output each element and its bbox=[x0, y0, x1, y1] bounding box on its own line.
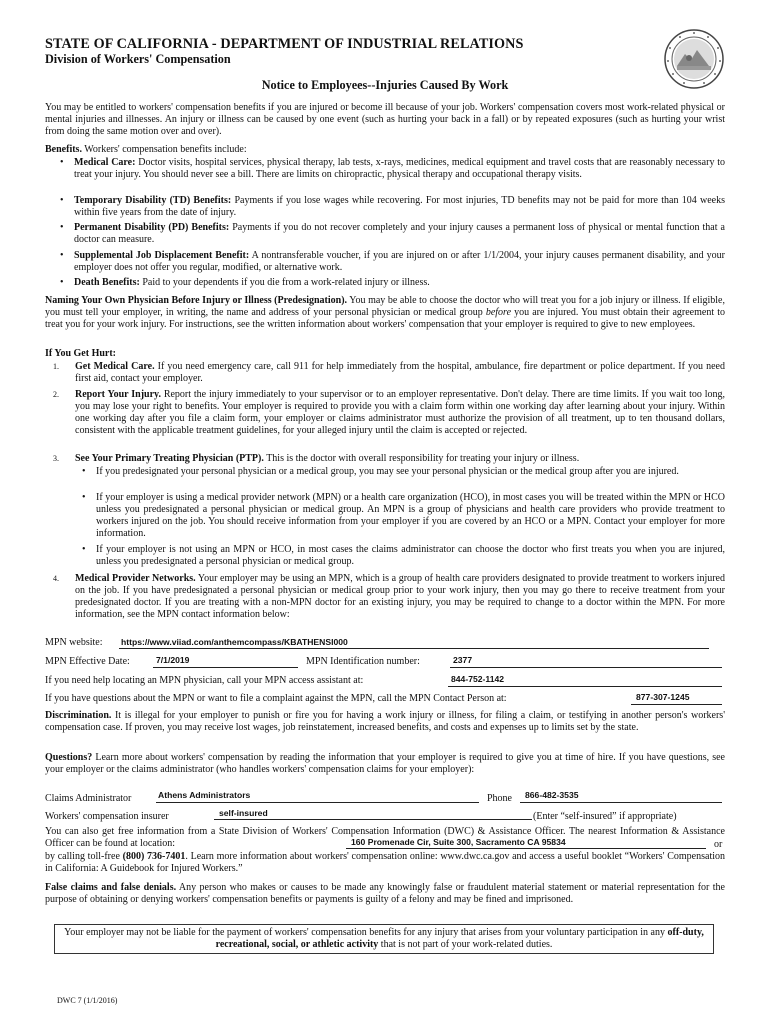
benefit-text: Doctor visits, hospital services, physical therapy, lab tests, x-rays, medicines, medical equipment and travel costs that are reasonably necessary to treat your injury. You should never see a bill. There are limits on chiropractic, physical therapy and occupational therapy visits. bbox=[74, 157, 725, 181]
benefit-term: Temporary Disability (TD) Benefits: bbox=[74, 195, 232, 206]
insurer-label: Workers' compensation insurer bbox=[45, 811, 169, 822]
dwc-location-value: 160 Promenade Cir, Suite 300, Sacramento CA 95834 bbox=[351, 837, 566, 847]
bullet-icon: • bbox=[60, 195, 64, 206]
mpn-id-value: 2377 bbox=[453, 655, 473, 665]
phone-label: Phone bbox=[487, 793, 512, 804]
benefit-term: Supplemental Job Displacement Benefit: bbox=[74, 250, 250, 261]
notice-text: that is not part of your work-related duties. bbox=[378, 939, 553, 950]
bullet-icon: • bbox=[60, 277, 64, 288]
predesignation-heading: Naming Your Own Physician Before Injury or Illness (Predesignation). bbox=[45, 295, 348, 306]
benefit-temporary-disability bbox=[74, 195, 725, 219]
hurt-term: Get Medical Care. bbox=[75, 361, 155, 372]
hurt-item-ptp bbox=[75, 453, 725, 465]
form-number-footer: DWC 7 (1/1/2016) bbox=[57, 996, 118, 1005]
benefit-text: Payments if you lose wages while recovering. For most injuries, TD benefits may not be paid for more than 104 weeks within five years from the date of injury. bbox=[74, 195, 725, 219]
claims-administrator-label: Claims Administrator bbox=[45, 793, 132, 804]
notice-text: Your employer may not be liable for the payment of workers' compensation benefits for any injury that arises from your voluntary participation in any bbox=[64, 927, 668, 938]
hurt-text: This is the doctor with overall responsibility for treating your injury or illness. bbox=[263, 453, 580, 464]
false-claims-paragraph bbox=[45, 882, 725, 906]
dwc-text: by calling toll-free bbox=[45, 851, 123, 862]
mpn-access-assistant-label: If you need help locating an MPN physician, call your MPN access assistant at: bbox=[45, 675, 364, 686]
bullet-icon: • bbox=[82, 544, 86, 555]
notice-title: Notice to Employees--Injuries Caused By Work bbox=[261, 78, 509, 92]
item-number: 1. bbox=[53, 362, 59, 371]
predesignation-text: you are injured. You must obtain their agreement to treat you for your work injury. For instructions, see the written information about workers' compensation that your employer is required to give to new employees. bbox=[45, 307, 725, 331]
mpn-website-label: MPN website: bbox=[45, 637, 103, 648]
discrimination-paragraph bbox=[45, 710, 725, 734]
ptp-bullet-predesignated: If you predesignated your personal physician or a medical group, you may see your personal physician or the medical group after you are injured. bbox=[96, 466, 679, 477]
bullet-icon: • bbox=[60, 157, 64, 168]
benefit-medical-care bbox=[74, 157, 725, 181]
hurt-text: Your employer may be using an MPN, which is a group of health care providers designated to provide treatment to workers injured on the job. If you have predesignated a personal physician or medical group prior to your work injury, then you may go there to receive treatment from your predesignated doctor. If you are treating with a non-MPN doctor for an existing injury, you may be required to change to a doctor within the MPN. For more information, see the MPN contact information below: bbox=[75, 573, 725, 621]
dwc-or-text: or bbox=[714, 839, 723, 850]
insurer-note: (Enter “self-insured” if appropriate) bbox=[533, 811, 677, 822]
benefit-text: Paid to your dependents if you die from a work-related injury or illness. bbox=[139, 277, 430, 288]
discrimination-text: It is illegal for your employer to punish or fire you for having a work injury or illness, for filing a claim, or testifying in another person's workers' compensation case. If proven, you may receive lost wages, job reinstatement, increased benefits, and costs and expenses up to limits set by the state. bbox=[45, 710, 725, 734]
bullet-icon: • bbox=[60, 250, 64, 261]
insurer-value: self-insured bbox=[219, 808, 268, 818]
hurt-text: If you need emergency care, call 911 for help immediately from the hospital, ambulance, fire department or police department. If you need first aid, contact your employer. bbox=[75, 361, 725, 385]
ptp-bullet-no-mpn: If your employer is not using an MPN or HCO, in most cases the claims administrator can choose the doctor who first treats you when you are injured, unless you predesignated a personal physician or medical group. bbox=[96, 544, 725, 568]
claims-administrator-value: Athens Administrators bbox=[158, 790, 251, 800]
benefits-label: Benefits. bbox=[45, 144, 82, 155]
mpn-effective-date-value: 7/1/2019 bbox=[156, 655, 190, 665]
benefits-intro: Workers' compensation benefits include: bbox=[81, 144, 247, 155]
hurt-item-medical-care bbox=[75, 361, 725, 385]
bullet-icon: • bbox=[82, 492, 86, 503]
hurt-item-mpn bbox=[75, 573, 725, 621]
item-number: 3. bbox=[53, 454, 59, 463]
hurt-term: Report Your Injury. bbox=[75, 389, 161, 400]
ptp-bullet-mpn-hco: If your employer is using a medical provider network (MPN) or a health care organization (HCO), in most cases you will be treated within the MPN or HCO unless you predesignated a personal physician or medical group. An MPN is a group of physicians and health care providers who provide treatment to workers injured on the job. You should receive information from your employer if you are covered by an HCO or a MPN. Contact your employer for more information. bbox=[96, 492, 725, 540]
dwc-phone: (800) 736-7401 bbox=[122, 851, 186, 862]
bullet-icon: • bbox=[82, 466, 86, 477]
notice-emphasis: off-duty, recreational, social, or athletic activity bbox=[215, 927, 704, 950]
item-number: 2. bbox=[53, 390, 59, 399]
questions-heading: Questions? bbox=[45, 752, 93, 763]
dwc-info-paragraph: You can also get free information from a State Division of Workers' Compensation Information (DWC) & Assistance Officer. The nearest Information & Assistance Officer can be found at location: bbox=[45, 826, 725, 850]
dwc-text: . Learn more information about workers' compensation online: www.dwc.ca.gov and access a useful booklet “Workers' Compensation in California: A Guidebook for Injured Workers.” bbox=[45, 851, 726, 875]
benefit-death bbox=[74, 277, 725, 289]
hurt-term: Medical Provider Networks. bbox=[75, 573, 196, 584]
benefit-term: Death Benefits: bbox=[74, 277, 140, 288]
benefits-heading bbox=[45, 144, 725, 156]
benefit-term: Permanent Disability (PD) Benefits: bbox=[74, 222, 230, 233]
questions-paragraph bbox=[45, 752, 725, 776]
mpn-id-label: MPN Identification number: bbox=[306, 656, 420, 667]
benefit-job-displacement bbox=[74, 250, 725, 274]
mpn-id-field[interactable] bbox=[450, 655, 722, 668]
mpn-website-value: https://www.viiad.com/anthemcompass/KBATHENSI000 bbox=[121, 637, 348, 647]
hurt-item-report-injury bbox=[75, 389, 725, 437]
benefit-text: Payments if you do not recover completely and your injury causes a permanent loss of physical or mental function that a doctor can measure. bbox=[74, 222, 725, 246]
mpn-effective-date-label: MPN Effective Date: bbox=[45, 656, 130, 667]
dwc-phone-paragraph bbox=[45, 851, 725, 875]
hurt-term: See Your Primary Treating Physician (PTP). bbox=[75, 453, 264, 464]
discrimination-heading: Discrimination. bbox=[45, 710, 112, 721]
hurt-text: Report the injury immediately to your supervisor or to an employer representative. Don't delay. There are time limits. If you wait too long, you may lose your right to benefits. Your employer is required to provide you with a claim form within one working day after learning about your injury. Within one working day after you file a claim form, your employer or claims administrator must authorize the provision of all treatment, up to ten thousand dollars, consistent with the applicable treatment guidelines, for your alleged injury until the claim is accepted or rejected. bbox=[75, 389, 725, 437]
false-claims-text: Any person who makes or causes to be made any knowingly false or fraudulent material statement or material representation for the purpose of obtaining or denying workers' compensation benefits or payments is guilty of a felony and may be fined and imprisoned. bbox=[45, 882, 725, 906]
benefit-term: Medical Care: bbox=[74, 157, 136, 168]
predesignation-text: You may be able to choose the doctor who will treat you for a job injury or illness. If eligible, you must tell your employer, in writing, the name and address of your personal physician or medical group bbox=[45, 295, 725, 319]
mpn-contact-person-value: 877-307-1245 bbox=[636, 692, 690, 702]
false-claims-heading: False claims and false denials. bbox=[45, 882, 177, 893]
predesignation-paragraph bbox=[45, 295, 725, 331]
division-subtitle: Division of Workers' Compensation bbox=[45, 52, 231, 66]
questions-text: Learn more about workers' compensation by reading the information that your employer is required to give you at time of hire. If you have questions, see your employer or the claims administrator (who handles workers' compensation claims for your employer): bbox=[45, 752, 725, 776]
mpn-contact-person-label: If you have questions about the MPN or want to file a complaint against the MPN, call the MPN Contact Person at: bbox=[45, 693, 507, 704]
agency-title: STATE OF CALIFORNIA - DEPARTMENT OF INDUSTRIAL RELATIONS bbox=[45, 36, 524, 52]
intro-paragraph: You may be entitled to workers' compensation benefits if you are injured or become ill because of your job. Workers' compensation covers most work-related physical or mental injuries and illnesses. An injury or illness can be caused by one event (such as hurting your back in a fall) or by repeated exposures (such as hurting your wrist from doing the same motion over and over). bbox=[45, 102, 725, 138]
mpn-access-assistant-value: 844-752-1142 bbox=[451, 674, 505, 684]
benefit-text: A nontransferable voucher, if you are injured on or after 1/1/2004, your injury causes permanent disability, and your employer does not offer you regular, modified, or alternative work. bbox=[74, 250, 726, 274]
if-you-get-hurt-heading: If You Get Hurt: bbox=[45, 348, 117, 359]
item-number: 4. bbox=[53, 574, 59, 583]
off-duty-notice-box bbox=[54, 924, 714, 954]
predesignation-emphasis: before bbox=[485, 307, 512, 319]
phone-value: 866-482-3535 bbox=[525, 790, 579, 800]
benefit-permanent-disability bbox=[74, 222, 725, 246]
bullet-icon: • bbox=[60, 222, 64, 233]
